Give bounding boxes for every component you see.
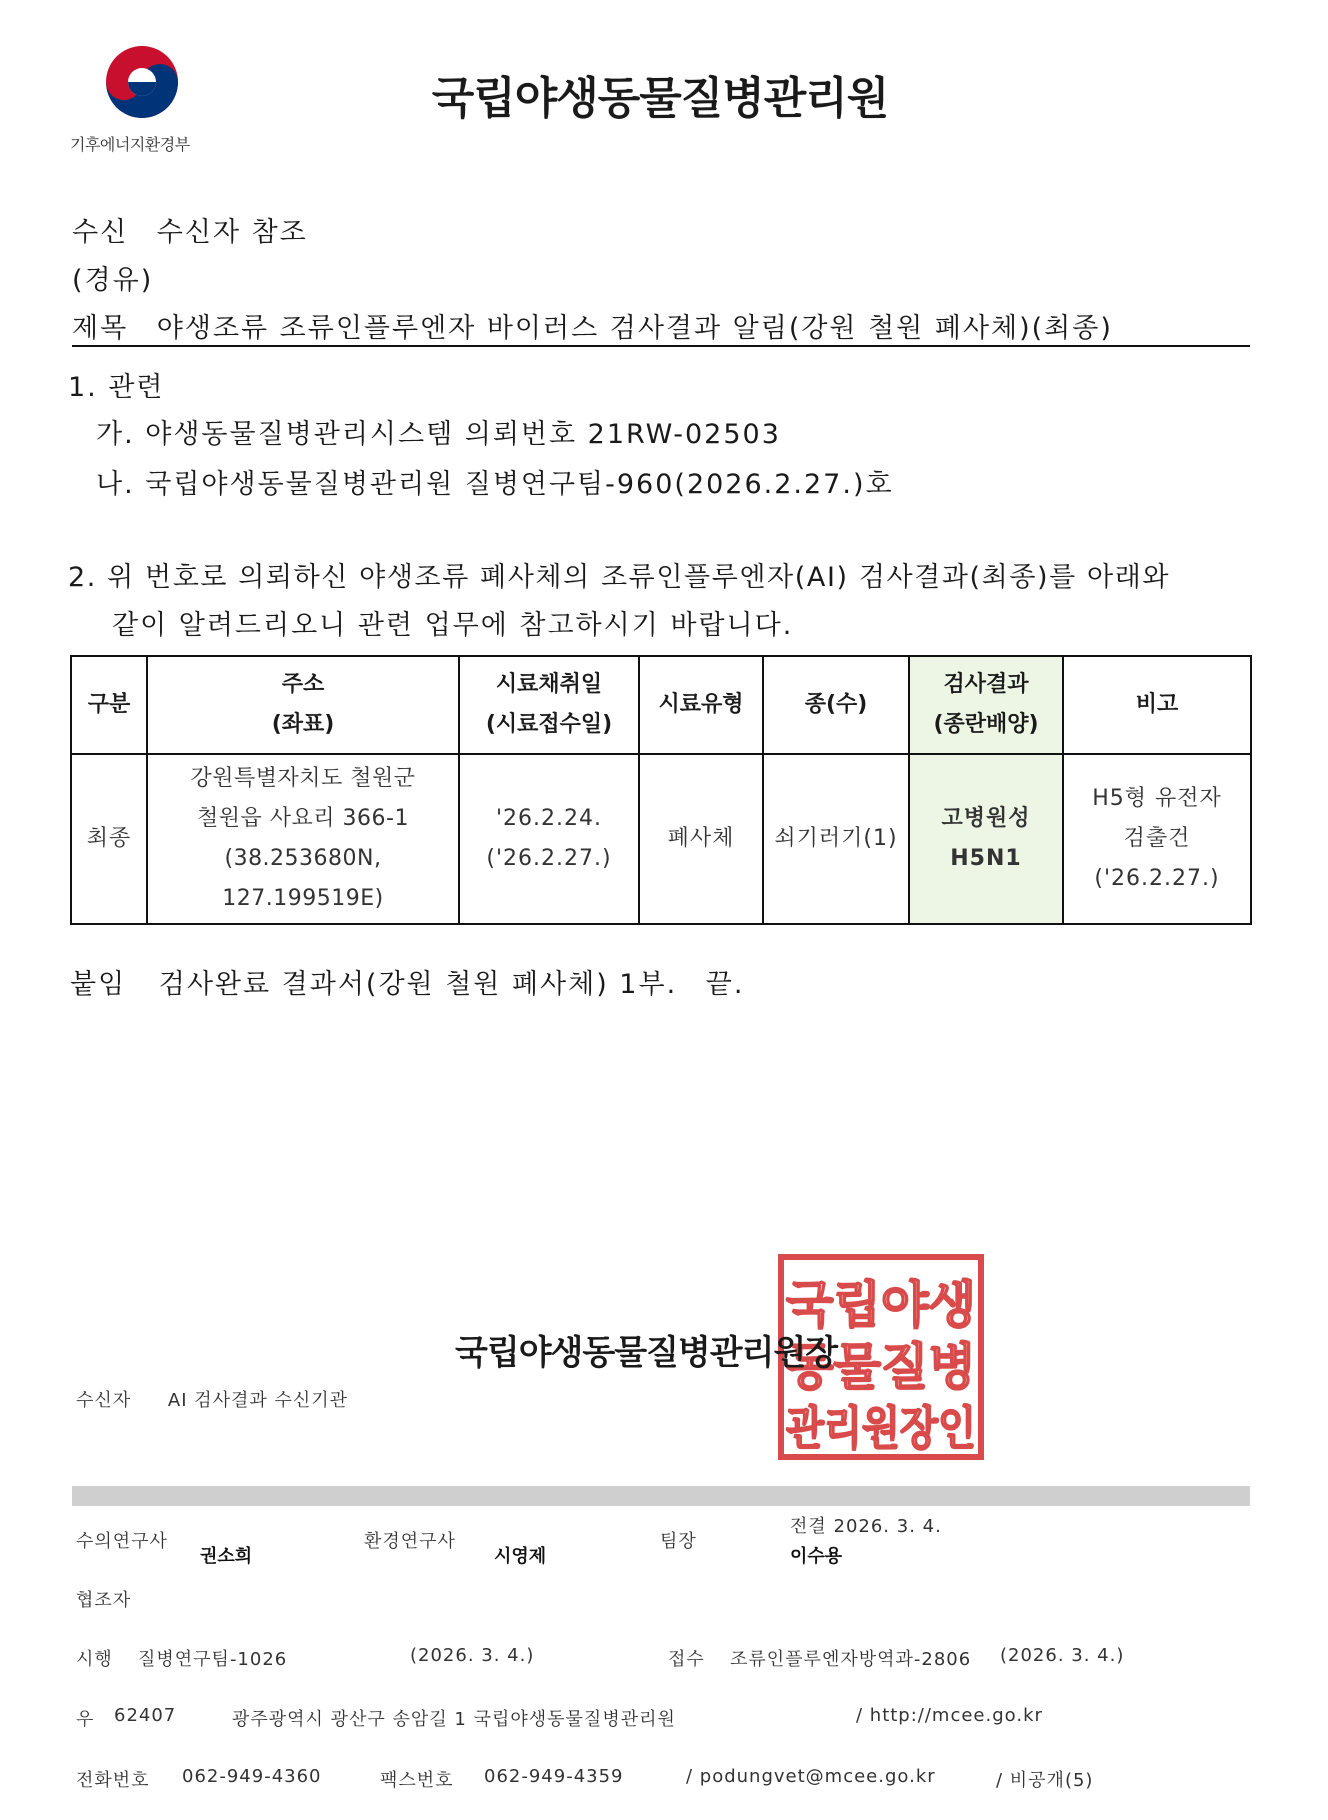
subject-value: 야생조류 조류인플루엔자 바이러스 검사결과 알림(강원 철원 폐사체)(최종)	[156, 313, 1113, 344]
cell-division: 최종	[71, 754, 147, 924]
cell-result: 고병원성 H5N1	[909, 754, 1063, 924]
fax-label: 팩스번호	[380, 1770, 454, 1791]
organization-title: 국립야생동물질병관리원	[431, 73, 889, 124]
item1-b: 나. 국립야생동물질병관리원 질병연구팀-960(2026.2.27.)호	[96, 469, 894, 500]
role2-label: 환경연구사	[364, 1531, 456, 1552]
table-row	[71, 754, 1251, 924]
cell-address: 강원특별자치도 철원군 철원읍 사요리 366-1 (38.253680N, 127.199519E)	[147, 754, 459, 924]
taegeuk-logo-icon	[102, 42, 182, 122]
cell-date: '26.2.24. ('26.2.27.)	[459, 754, 639, 924]
phone-label: 전화번호	[76, 1770, 150, 1791]
enforce-value: 질병연구팀-1026	[138, 1649, 288, 1670]
attachment-line	[70, 962, 744, 1001]
approval-note: 전결 2026. 3. 4.	[790, 1516, 942, 1537]
header-species: 종(수)	[763, 656, 909, 754]
enforce-date: (2026. 3. 4.)	[410, 1645, 535, 1666]
header-remarks: 비고	[1063, 656, 1251, 754]
attachment-label: 붙임	[70, 969, 127, 1000]
phone-value: 062-949-4360	[182, 1766, 322, 1787]
header-address: 주소 (좌표)	[147, 656, 459, 754]
cell-species: 쇠기러기(1)	[763, 754, 909, 924]
table-header-row	[71, 656, 1251, 754]
cell-remarks: H5형 유전자 검출건 ('26.2.27.)	[1063, 754, 1251, 924]
signer-title: 국립야생동물질병관리원장	[455, 1333, 838, 1373]
recipients-label: 수신자	[76, 1390, 132, 1411]
homepage-link[interactable]: / http://mcee.go.kr	[856, 1705, 1043, 1726]
item2-line2: 같이 알려드리오니 관련 업무에 참고하시기 바랍니다.	[112, 610, 794, 641]
enforce-label: 시행	[76, 1649, 113, 1670]
header-sample-type: 시료유형	[639, 656, 763, 754]
header-division: 구분	[71, 656, 147, 754]
recipient-label: 수신	[72, 217, 129, 248]
cooperator-label: 협조자	[76, 1590, 132, 1611]
zip-value: 62407	[114, 1705, 177, 1726]
header-result: 검사결과 (종란배양)	[909, 656, 1063, 754]
seal-line-3: 관리원장인	[786, 1401, 976, 1455]
ministry-caption: 기후에너지환경부	[70, 135, 190, 154]
subject-line	[72, 306, 1113, 345]
seal-line-2: 동물질병	[786, 1338, 976, 1396]
role2-name: 시영제	[494, 1546, 547, 1567]
recipient-value: 수신자 참조	[156, 217, 308, 248]
zip-label: 우	[76, 1709, 95, 1730]
receipt-date: (2026. 3. 4.)	[1000, 1645, 1125, 1666]
item2-line1: 2. 위 번호로 의뢰하신 야생조류 폐사체의 조류인플루엔자(AI) 검사결과(최종)를 아래와	[68, 562, 1171, 593]
recipient-line	[72, 210, 308, 249]
email-link[interactable]: / podungvet@mcee.go.kr	[686, 1766, 936, 1787]
results-table	[70, 655, 1252, 925]
fax-value: 062-949-4359	[484, 1766, 624, 1787]
via-line: (경유)	[72, 265, 154, 296]
item1-a: 가. 야생동물질병관리시스템 의뢰번호 21RW-02503	[96, 419, 781, 450]
subject-divider	[72, 345, 1250, 347]
cell-sample-type: 폐사체	[639, 754, 763, 924]
attachment-end: 끝.	[705, 969, 745, 1000]
item1-title: 1. 관련	[68, 372, 165, 403]
role1-label: 수의연구사	[76, 1531, 168, 1552]
seal-line-1: 국립야생	[786, 1276, 976, 1334]
recipients-value: AI 검사결과 수신기관	[167, 1390, 349, 1411]
agency-address: 광주광역시 광산구 송암길 1 국립야생동물질병관리원	[232, 1709, 676, 1730]
disclosure-status: / 비공개(5)	[996, 1770, 1094, 1791]
role1-name: 권소희	[200, 1546, 253, 1567]
receipt-label: 접수	[668, 1649, 705, 1670]
role3-name: 이수용	[790, 1546, 843, 1567]
header-date: 시료채취일 (시료접수일)	[459, 656, 639, 754]
receipt-value: 조류인플루엔자방역과-2806	[730, 1649, 972, 1670]
attachment-value: 검사완료 결과서(강원 철원 폐사체) 1부.	[158, 969, 678, 1000]
role3-label: 팀장	[660, 1531, 697, 1552]
recipients-line	[76, 1386, 348, 1412]
footer-divider-bar	[72, 1486, 1250, 1506]
subject-label: 제목	[72, 313, 129, 344]
